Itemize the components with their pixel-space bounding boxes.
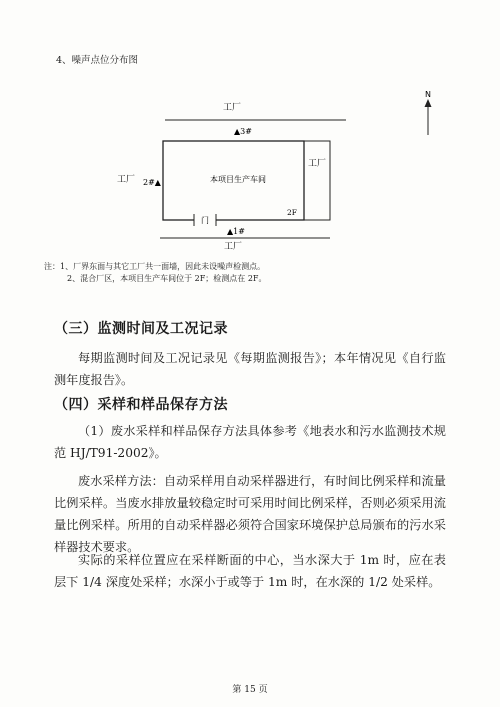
factory-label-top: 工厂	[222, 103, 242, 113]
floor-label: 2F	[287, 208, 297, 217]
section-3-paragraph: 每期监测时间及工况记录见《每期监测报告》；本年情况见《自行监测年度报告》。	[54, 351, 446, 387]
section-4-paragraph-2: 废水采样方法：自动采样用自动采样器进行，有时间比例采样和流量比例采样。当废水排放量较稳定时可采用时间比例采样，否则必须采用流量比例采样。所用的自动采样器必须符合国家环境保护总局颁布的污水采样器技术要求。	[54, 474, 446, 554]
factory-box-right	[304, 141, 330, 220]
section-4-paragraph-1: （1）废水采样和样品保存方法具体参考《地表水和污水监测技术规范 HJ/T91-2002》。	[54, 424, 446, 460]
door-label: 门	[201, 216, 209, 225]
noise-point-diagram	[0, 0, 500, 300]
point-1-label: ▲1#	[227, 227, 245, 236]
note-1: 注：1、厂界东面与其它工厂共一面墙，因此未设噪声检测点。	[44, 262, 266, 271]
building-label: 本项目生产车间	[210, 175, 266, 184]
factory-label-bottom: 工厂	[223, 242, 243, 252]
point-3-label: ▲3#	[234, 127, 252, 136]
factory-label-left: 工厂	[116, 175, 136, 185]
section-4-heading: （四）采样和样品保存方法	[54, 397, 228, 413]
note-2: 2、混合厂区，本项目生产车间位于 2F；检测点在 2F。	[67, 274, 267, 283]
north-arrow-icon	[425, 99, 432, 135]
figure-title: 4、噪声点位分布图	[56, 55, 139, 66]
section-4-paragraph-3: 实际的采样位置应在采样断面的中心，当水深大于 1m 时，应在表层下 1/4 深度处采样；水深小于或等于 1m 时，在水深的 1/2 处采样。	[54, 553, 446, 589]
page-number: 第 15 页	[232, 685, 268, 695]
north-label: N	[425, 90, 431, 99]
point-2-label: 2#▲	[143, 178, 161, 187]
section-3-heading: （三）监测时间及工况记录	[54, 321, 228, 337]
factory-label-right: 工厂	[307, 159, 327, 169]
